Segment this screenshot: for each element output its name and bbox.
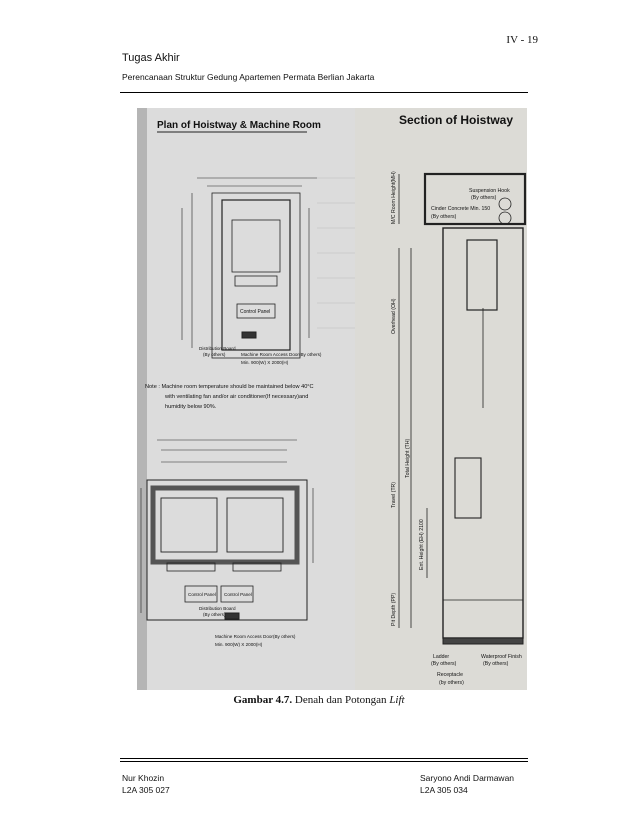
cinder-concrete-label: Cinder Concrete Min. 150 [431, 206, 491, 212]
duplex-access-door-label: Machine Room Access Door(By others) [215, 634, 296, 639]
ent-height-label: Ent. Height (EH) 2100 [419, 519, 425, 570]
footer-left-name: Nur Khozin [122, 773, 165, 783]
waterproof-note: (By others) [483, 661, 509, 667]
section-panel-bg [355, 108, 527, 690]
caption-text: Denah dan Potongan [294, 694, 387, 706]
footer-right-name: Saryono Andi Darmawan [420, 773, 515, 783]
footer-right [420, 772, 514, 796]
footer-left [122, 772, 170, 796]
page-number: IV - 19 [506, 34, 538, 46]
duplex-distribution-board-note: (By others) [203, 612, 226, 617]
suspension-hook-label: Suspension Hook [469, 188, 510, 194]
section-heading: Section of Hoistway [399, 113, 514, 127]
document-subtitle: Perencanaan Struktur Gedung Apartemen Permata Berlian Jakarta [122, 72, 375, 82]
plan-heading: Plan of Hoistway & Machine Room [157, 120, 321, 131]
control-panel-label: Control Panel [240, 309, 271, 315]
lift-drawing [137, 108, 527, 690]
access-door-size: Min. 900(W) X 2000(H) [241, 360, 289, 365]
footer-left-id: L2A 305 027 [122, 785, 170, 795]
receptacle-label: Receptacle [437, 672, 463, 678]
travel-label: Travel (TR) [391, 481, 397, 508]
access-door-label: Machine Room Access Door(By others) [241, 352, 322, 357]
header-rule [120, 92, 528, 93]
distribution-board-note: (By others) [203, 352, 226, 357]
control-panel-label-1: Control Panel [188, 592, 216, 597]
overhead-label: Overhead (OH) [391, 298, 397, 334]
access-door-mark [242, 332, 256, 338]
footer-rule-top [120, 758, 528, 759]
note-line-1: Note : Machine room temperature should be maintained below 40°C [145, 384, 314, 390]
note-line-3: humidity below 90%. [165, 404, 217, 410]
figure-caption [0, 694, 638, 706]
distribution-board-label: Distribution Board [199, 346, 236, 351]
caption-italic: Lift [389, 694, 405, 706]
waterproof-label: Waterproof Finish [481, 654, 522, 660]
footer-rule-bottom [120, 761, 528, 762]
suspension-hook-note: (By others) [471, 195, 497, 201]
cinder-concrete-note: (By others) [431, 214, 457, 220]
control-panel-label-2: Control Panel [224, 592, 252, 597]
pit-depth-label: Pit Depth (PP) [391, 592, 397, 626]
caption-label: Gambar 4.7. [233, 694, 293, 706]
duplex-access-door-mark [225, 613, 239, 619]
scan-edge [137, 108, 147, 690]
duplex-distribution-board-label: Distribution Board [199, 606, 236, 611]
duplex-access-door-size: Min. 900(W) X 2000(H) [215, 642, 263, 647]
mc-room-label: M/C Room Height(MH) [391, 171, 397, 224]
footer-right-id: L2A 305 034 [420, 785, 468, 795]
total-height-label: Total Height (TH) [405, 438, 411, 478]
ladder-note: (By others) [431, 661, 457, 667]
receptacle-note: (by others) [439, 680, 464, 686]
ladder-label: Ladder [433, 654, 450, 660]
note-line-2: with ventilating fan and/or air conditioner(If necessary)and [165, 394, 309, 400]
document-title: Tugas Akhir [122, 52, 180, 64]
lift-figure [137, 108, 527, 690]
pit-base [443, 638, 523, 644]
